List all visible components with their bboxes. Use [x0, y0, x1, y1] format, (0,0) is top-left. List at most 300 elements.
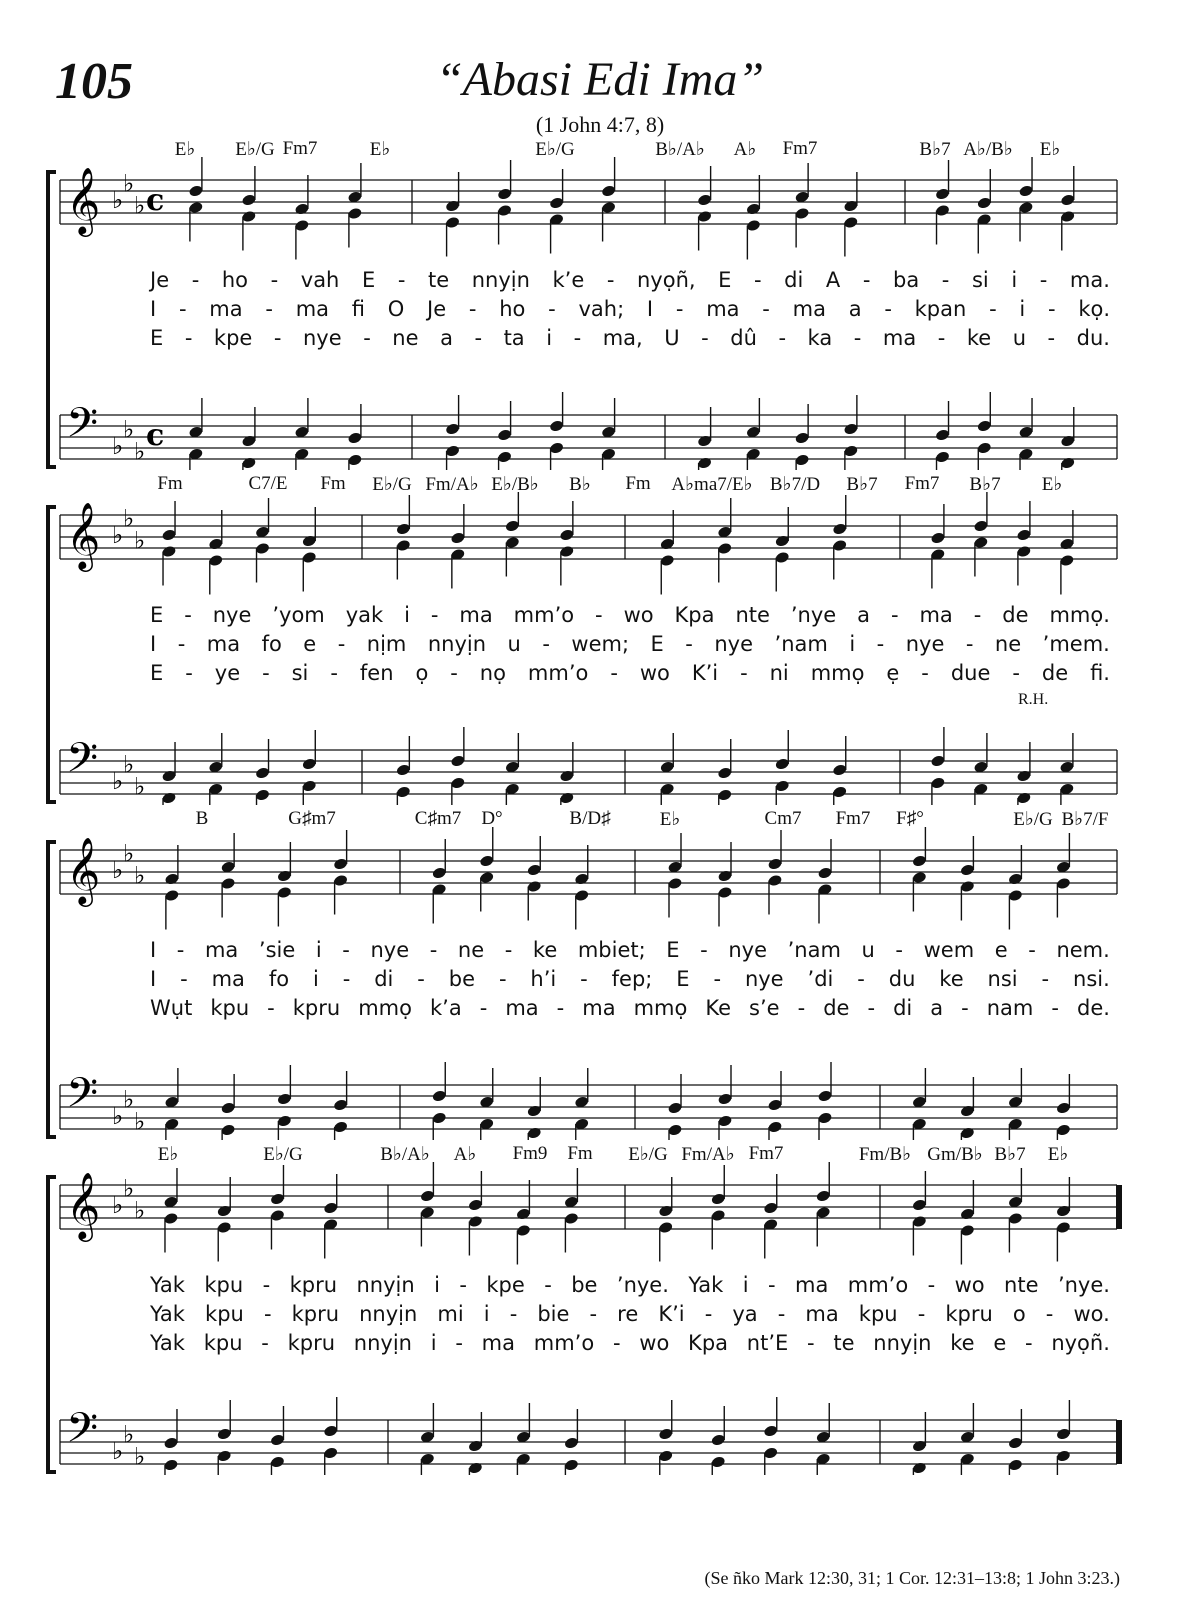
lyric-syllable: -	[468, 297, 477, 321]
staff-system	[0, 120, 1200, 470]
final-barline	[1116, 1185, 1122, 1229]
lyric-syllable: ne	[457, 938, 485, 962]
lyric-syllable: -	[262, 1273, 271, 1297]
chord-symbol: B♭7	[846, 474, 878, 495]
chord-symbol: E♭/G	[535, 139, 575, 160]
lyric-syllable: ’di	[807, 967, 834, 991]
lyric-syllable: yak	[345, 603, 384, 627]
lyric-verse-line	[150, 661, 1110, 685]
lyric-syllable: i	[430, 1331, 437, 1355]
lyric-syllable: -	[989, 297, 997, 321]
lyric-syllable: wem	[923, 938, 975, 962]
lyric-syllable: wo	[954, 1273, 985, 1297]
lyric-syllable: -	[973, 603, 982, 627]
chord-symbol: F♯°	[896, 808, 924, 829]
lyric-syllable: -	[1028, 938, 1036, 962]
lyric-syllable: ’sie	[258, 938, 296, 962]
chord-symbol: Fm	[567, 1143, 593, 1164]
lyric-syllable: ’nam	[774, 632, 828, 656]
key-signature-flat-icon: ♭	[112, 432, 124, 460]
lyric-syllable: mmọ	[358, 996, 412, 1020]
lyric-syllable: nsi	[987, 967, 1018, 991]
lyric-syllable: i	[434, 1273, 440, 1297]
lyric-syllable: mm’o	[847, 1273, 909, 1297]
lyric-syllable: mi	[437, 1302, 464, 1326]
key-signature-flat-icon: ♭	[134, 1442, 146, 1471]
lyric-syllable: U	[664, 326, 680, 350]
lyric-syllable: -	[675, 297, 684, 321]
staff-system	[0, 455, 1200, 805]
lyric-syllable: Yak	[150, 1273, 185, 1297]
lyric-syllable: ne	[994, 632, 1022, 656]
lyric-syllable: I	[646, 297, 654, 321]
chord-symbol: Fm7	[282, 138, 318, 159]
lyric-syllable: -	[397, 268, 406, 292]
lyric-syllable: kpru	[945, 1302, 993, 1326]
lyric-verse-line	[150, 297, 1110, 321]
lyric-syllable: -	[685, 632, 693, 656]
lyric-syllable: -	[580, 967, 588, 991]
lyric-syllable: kpru	[287, 1331, 336, 1355]
lyric-syllable: K’i	[658, 1302, 685, 1326]
key-signature-flat-icon: ♭	[123, 1420, 135, 1449]
chord-symbol: E♭	[174, 139, 196, 160]
lyric-syllable: E	[718, 268, 732, 292]
chord-symbol: E♭/G	[372, 474, 412, 495]
lyric-syllable: I	[150, 297, 157, 321]
lyric-syllable: -	[267, 996, 275, 1020]
lyric-syllable: be	[448, 967, 476, 991]
lyric-syllable: -	[754, 268, 762, 292]
lyric-syllable: O	[387, 297, 405, 321]
lyric-syllable: -	[342, 938, 350, 962]
lyric-syllable: mmọ	[810, 661, 865, 685]
hymn-title: “Abasi Edi Ima”	[435, 53, 765, 106]
lyric-syllable: re	[617, 1302, 639, 1326]
chord-symbol: Fm	[157, 473, 183, 494]
lyric-syllable: h’i	[530, 967, 557, 991]
lyric-syllable: nyọñ.	[1051, 1331, 1110, 1355]
lyric-syllable: fi	[351, 297, 365, 321]
lyric-syllable: E	[650, 632, 664, 656]
lyric-syllable: -	[474, 326, 483, 350]
lyric-syllable: kpu	[210, 996, 250, 1020]
lyric-syllable: nnyịn	[356, 1273, 415, 1297]
key-signature-flat-icon: ♭	[134, 437, 146, 466]
lyric-syllable: I	[150, 967, 157, 991]
lyric-syllable: -	[342, 967, 351, 991]
chord-symbol: Fm	[625, 473, 651, 494]
lyric-syllable: -	[176, 938, 185, 962]
lyric-syllable: i	[315, 938, 322, 962]
lyric-syllable: fo	[261, 632, 282, 656]
lyric-syllable: dû	[730, 326, 757, 350]
lyric-syllable: wem;	[571, 632, 630, 656]
chord-symbol: Fm7	[904, 473, 940, 494]
lyric-syllable: -	[363, 326, 371, 350]
scripture-reference: (1 John 4:7, 8)	[535, 112, 665, 137]
lyric-syllable: i	[312, 967, 319, 991]
lyric-syllable: E	[666, 938, 680, 962]
lyric-syllable: -	[542, 632, 550, 656]
lyric-syllable: ma	[505, 996, 539, 1020]
system-bracket	[48, 1177, 56, 1472]
chord-symbol: B♭7	[994, 1144, 1026, 1165]
lyric-syllable: -	[700, 938, 708, 962]
key-signature-flat-icon: ♭	[123, 504, 135, 533]
lyric-syllable: -	[450, 661, 458, 685]
bass-clef-icon: 𝄢	[66, 1069, 99, 1127]
lyric-syllable: Wụt	[150, 996, 193, 1020]
lyric-syllable: ye	[214, 661, 241, 685]
lyric-syllable: u	[1012, 326, 1027, 350]
lyric-syllable: k’e	[552, 268, 585, 292]
chord-symbol: A♭	[453, 1144, 477, 1165]
lyric-syllable: nnyịn	[873, 1331, 932, 1355]
chord-symbol: B♭/A♭	[380, 1144, 430, 1165]
chord-symbol: Cm7	[764, 808, 802, 829]
lyric-syllable: vah	[300, 268, 340, 292]
treble-clef-icon: 𝄞	[66, 1171, 101, 1239]
lyric-syllable: -	[1051, 996, 1059, 1020]
lyric-syllable: I	[150, 632, 157, 656]
lyric-syllable: te	[833, 1331, 855, 1355]
key-signature-flat-icon: ♭	[123, 839, 135, 868]
chord-symbol: E♭/B♭	[491, 474, 539, 495]
lyric-syllable: ’mem.	[1042, 632, 1110, 656]
lyric-syllable: -	[895, 938, 903, 962]
lyric-syllable: E	[150, 603, 164, 627]
lyric-syllable: Yak	[150, 1302, 185, 1326]
lyric-syllable: ma	[794, 1273, 829, 1297]
bass-clef-icon: 𝄢	[66, 734, 99, 792]
lyric-syllable: de	[823, 996, 850, 1020]
treble-clef-icon: 𝄞	[66, 836, 101, 904]
chord-symbol: Fm7	[835, 808, 871, 829]
lyric-syllable: i	[483, 1302, 490, 1326]
lyric-syllable: ’nam	[787, 938, 841, 962]
lyric-syllable: ma	[582, 996, 616, 1020]
lyric-syllable: nye	[370, 938, 410, 962]
lyric-syllable: kpru	[292, 996, 341, 1020]
chord-symbol: Fm7	[748, 1143, 784, 1164]
lyric-syllable: -	[857, 967, 865, 991]
lyric-syllable: -	[261, 1331, 269, 1355]
lyric-syllable: -	[884, 297, 892, 321]
lyric-syllable: -	[455, 1331, 463, 1355]
lyric-syllable: ma.	[1069, 268, 1110, 292]
lyric-syllable: mm’o	[527, 661, 589, 685]
lyric-verse-line	[150, 268, 1110, 292]
lyric-syllable: mmọ	[633, 996, 688, 1020]
key-signature-flat-icon: ♭	[112, 521, 124, 549]
lyric-syllable: i	[742, 1273, 749, 1297]
lyric-syllable: mbiet;	[577, 938, 646, 962]
lyric-syllable: -	[191, 268, 200, 292]
right-hand-marking: R.H.	[1018, 691, 1049, 708]
lyric-syllable: -	[610, 661, 618, 685]
lyric-syllable: -	[184, 603, 192, 627]
key-signature-flat-icon: ♭	[123, 1085, 135, 1114]
lyric-syllable: nem.	[1056, 938, 1110, 962]
lyric-syllable: -	[430, 603, 439, 627]
lyric-syllable: -	[180, 967, 188, 991]
lyric-syllable: nt’E	[746, 1331, 789, 1355]
lyric-syllable: -	[544, 1273, 552, 1297]
key-signature-flat-icon: ♭	[112, 1437, 124, 1465]
lyric-syllable: -	[263, 1302, 272, 1326]
lyric-syllable: kpu	[204, 1273, 244, 1297]
lyric-syllable: -	[595, 603, 603, 627]
lyric-syllable: -	[876, 632, 885, 656]
lyric-syllable: nte	[735, 603, 770, 627]
lyric-syllable: du	[888, 967, 916, 991]
lyric-syllable: nye	[302, 326, 342, 350]
lyric-verse-line	[150, 967, 1110, 991]
lyric-syllable: -	[762, 297, 770, 321]
chord-symbol: Fm	[320, 473, 346, 494]
lyric-syllable: -	[965, 632, 974, 656]
lyric-syllable: -	[1041, 967, 1050, 991]
lyric-syllable: Yak	[688, 1273, 724, 1297]
key-signature-flat-icon: ♭	[112, 767, 124, 795]
lyric-syllable: -	[1045, 1302, 1054, 1326]
lyric-syllable: -	[1024, 1331, 1033, 1355]
bass-clef-icon: 𝄢	[66, 1404, 99, 1462]
lyric-syllable: ke	[966, 326, 992, 350]
lyric-syllable: ma	[209, 297, 243, 321]
lyric-syllable: Kpa	[688, 1331, 729, 1355]
lyric-syllable: ma	[882, 326, 917, 350]
lyric-verse-line	[150, 1302, 1110, 1326]
lyric-syllable: -	[777, 1302, 786, 1326]
lyric-syllable: -	[921, 661, 929, 685]
lyric-syllable: mm’o	[513, 603, 575, 627]
lyric-syllable: -	[417, 967, 425, 991]
lyric-syllable: -	[612, 1331, 621, 1355]
lyric-syllable: a	[930, 996, 944, 1020]
lyric-syllable: -	[917, 1302, 926, 1326]
lyric-syllable: di	[893, 996, 913, 1020]
key-signature-flat-icon: ♭	[123, 1174, 135, 1203]
lyric-syllable: Je	[427, 297, 447, 321]
lyric-syllable: nye	[728, 938, 768, 962]
lyric-syllable: wo	[623, 603, 654, 627]
lyric-syllable: ’nye.	[1057, 1273, 1110, 1297]
lyric-syllable: -	[184, 326, 193, 350]
lyric-syllable: -	[429, 938, 438, 962]
lyric-syllable: kpu	[203, 1331, 243, 1355]
lyric-syllable: s’e	[749, 996, 780, 1020]
lyric-syllable: ma	[204, 938, 239, 962]
system-bracket	[48, 842, 56, 1137]
lyric-syllable: ya	[732, 1302, 758, 1326]
lyric-syllable: i	[404, 603, 410, 627]
lyric-syllable: ma	[805, 1302, 839, 1326]
lyric-syllable: a	[857, 603, 871, 627]
lyric-syllable: due	[950, 661, 991, 685]
chord-symbol: A♭ma7/E♭	[671, 474, 753, 495]
lyric-syllable: -	[890, 603, 899, 627]
lyric-syllable: -	[185, 661, 193, 685]
key-signature-flat-icon: ♭	[123, 169, 135, 198]
lyric-syllable: ẹ	[886, 661, 900, 685]
lyric-syllable: nsi.	[1073, 967, 1110, 991]
lyric-syllable: -	[1012, 661, 1020, 685]
lyric-syllable: nịm	[366, 632, 407, 656]
lyric-syllable: nnyịn	[353, 1331, 412, 1355]
lyric-syllable: mmọ.	[1049, 603, 1110, 627]
chord-symbol: B♭7	[919, 139, 951, 160]
common-time-icon: c	[146, 418, 165, 453]
treble-clef-icon: 𝄞	[66, 501, 101, 569]
lyric-syllable: kpe	[213, 326, 253, 350]
lyric-syllable: u	[507, 632, 521, 656]
lyric-syllable: ke	[532, 938, 558, 962]
lyric-syllable: -	[713, 967, 722, 991]
chord-symbol: E♭	[1041, 474, 1063, 495]
lyric-syllable: nye	[905, 632, 945, 656]
chord-symbol: B/D♯	[569, 808, 611, 829]
lyric-syllable: ma	[211, 967, 245, 991]
lyric-syllable: -	[556, 996, 565, 1020]
lyric-syllable: nọ	[479, 661, 506, 685]
lyric-syllable: si	[291, 661, 309, 685]
chord-symbol: B	[195, 808, 209, 829]
key-signature-flat-icon: ♭	[123, 750, 135, 779]
lyric-syllable: -	[778, 326, 787, 350]
lyric-syllable: o	[1012, 1302, 1026, 1326]
lyric-syllable: ta	[503, 326, 525, 350]
chord-symbol: E♭/G	[1013, 809, 1053, 830]
key-signature-flat-icon: ♭	[134, 1196, 146, 1225]
lyric-syllable: -	[479, 996, 488, 1020]
chord-symbol: E♭	[1047, 1144, 1069, 1165]
lyric-syllable: ma,	[602, 326, 643, 350]
chord-symbol: E♭	[659, 809, 681, 830]
lyric-syllable: si	[971, 268, 989, 292]
chord-symbol: Fm7	[782, 138, 818, 159]
chord-symbol: D°	[481, 808, 503, 829]
lyric-syllable: bie	[537, 1302, 570, 1326]
lyric-syllable: -	[961, 996, 969, 1020]
chord-symbol: B♭7	[969, 474, 1001, 495]
lyric-syllable: -	[862, 268, 871, 292]
key-signature-flat-icon: ♭	[134, 772, 146, 801]
lyric-syllable: -	[606, 268, 615, 292]
lyric-syllable: i	[1011, 268, 1018, 292]
chord-symbol: E♭/G	[235, 139, 275, 160]
lyric-syllable: -	[1039, 268, 1048, 292]
lyric-syllable: -	[177, 632, 186, 656]
lyric-syllable: -	[330, 661, 338, 685]
lyric-syllable: nnyịn	[427, 632, 487, 656]
chord-symbol: Gm/B♭	[927, 1144, 983, 1165]
lyric-syllable: -	[262, 661, 270, 685]
key-signature-flat-icon: ♭	[134, 861, 146, 890]
lyric-syllable: E	[150, 661, 164, 685]
lyric-syllable: -	[504, 938, 513, 962]
lyric-syllable: kpru	[291, 1302, 340, 1326]
lyric-syllable: nye	[714, 632, 754, 656]
lyric-syllable: -	[270, 268, 279, 292]
key-signature-flat-icon: ♭	[134, 526, 146, 555]
lyric-syllable: e	[993, 1331, 1007, 1355]
lyric-verse-line	[150, 996, 1110, 1020]
lyric-syllable: i	[1019, 297, 1026, 321]
lyric-syllable: Yak	[150, 1331, 185, 1355]
lyric-syllable: kọ.	[1078, 297, 1110, 321]
lyric-syllable: i	[849, 632, 856, 656]
lyric-syllable: ka	[807, 326, 833, 350]
staff-system	[0, 1125, 1200, 1475]
lyric-syllable: a	[440, 326, 453, 350]
lyric-syllable: -	[589, 1302, 598, 1326]
lyric-syllable: ’nye	[790, 603, 837, 627]
lyric-syllable: -	[937, 326, 946, 350]
lyric-syllable: ke	[939, 967, 964, 991]
lyric-syllable: du.	[1076, 326, 1110, 350]
chord-symbol: A♭/B♭	[963, 139, 1013, 160]
key-signature-flat-icon: ♭	[112, 856, 124, 884]
chord-symbol: Fm/A♭	[425, 474, 479, 495]
lyric-syllable: ho	[499, 297, 526, 321]
lyric-syllable: fen	[359, 661, 394, 685]
lyric-verse-line	[150, 632, 1110, 656]
lyric-syllable: mm’o	[533, 1331, 595, 1355]
lyric-syllable: de	[1041, 661, 1069, 685]
key-signature-flat-icon: ♭	[134, 1107, 146, 1136]
lyric-syllable: -	[701, 326, 709, 350]
lyric-syllable: -	[573, 326, 582, 350]
lyric-syllable: Ke	[705, 996, 732, 1020]
lyric-verse-line	[150, 603, 1110, 627]
key-signature-flat-icon: ♭	[112, 186, 124, 214]
lyric-syllable: Je	[150, 268, 170, 292]
key-signature-flat-icon: ♭	[123, 415, 135, 444]
lyric-syllable: nye	[744, 967, 784, 991]
chord-symbol: E♭/G	[628, 1144, 668, 1165]
chord-symbol: B♭7/F	[1061, 809, 1109, 830]
key-signature-flat-icon: ♭	[134, 191, 146, 220]
lyric-syllable: de	[1002, 603, 1029, 627]
lyric-syllable: nam	[986, 996, 1034, 1020]
lyric-syllable: -	[265, 297, 273, 321]
lyric-syllable: e	[994, 938, 1008, 962]
lyric-syllable: di	[374, 967, 394, 991]
lyric-syllable: E	[361, 268, 376, 292]
lyric-syllable: ni	[769, 661, 789, 685]
chord-symbol: B♭	[569, 474, 591, 495]
lyric-syllable: -	[867, 996, 876, 1020]
common-time-icon: c	[146, 183, 165, 218]
lyric-syllable: -	[178, 297, 187, 321]
lyric-syllable: u	[861, 938, 875, 962]
lyric-syllable: ma	[706, 297, 740, 321]
lyric-verse-line	[150, 326, 1110, 350]
chord-symbol: C♯m7	[414, 808, 462, 829]
system-bracket	[48, 507, 56, 802]
lyric-syllable: e	[303, 632, 317, 656]
lyric-verse-line	[150, 1331, 1110, 1355]
chord-symbol: Fm/B♭	[858, 1144, 912, 1165]
lyric-syllable: wo.	[1073, 1302, 1110, 1326]
lyric-syllable: -	[767, 1273, 776, 1297]
lyric-syllable: kpan	[914, 297, 967, 321]
chord-symbol: G♯m7	[288, 808, 336, 829]
lyric-syllable: kpru	[289, 1273, 338, 1297]
chord-symbol: E♭	[1039, 139, 1061, 160]
